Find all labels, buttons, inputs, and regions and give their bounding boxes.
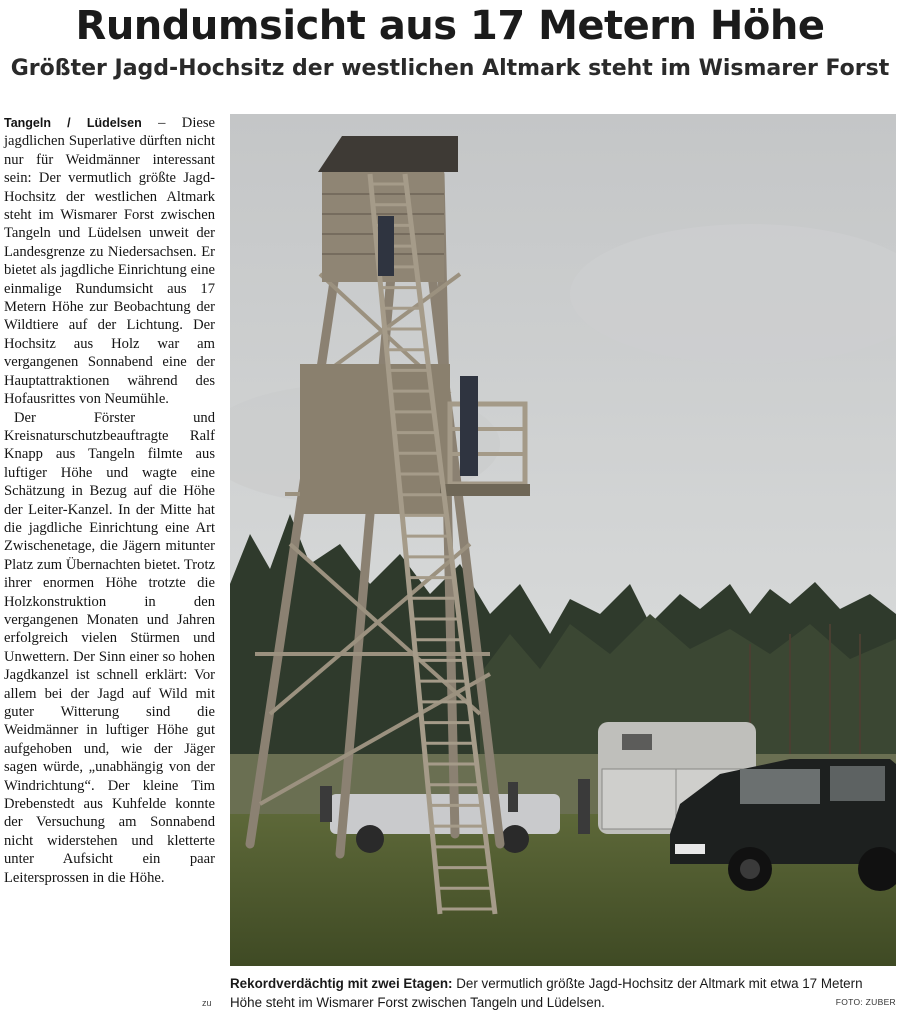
article-photo: [230, 114, 896, 966]
author-initials: zu: [202, 998, 212, 1008]
article-body: [4, 114, 215, 887]
dateline-dash: –: [141, 115, 182, 131]
dateline: Tangeln / Lüdelsen: [4, 116, 142, 130]
hunting-tower-photo: [230, 114, 896, 966]
caption-text: Der vermutlich größte Jagd-Hochsitz der Altmark mit etwa 17 Metern Höhe steht im Wismarer Forst zwischen Tangeln und Lüdelsen.: [230, 976, 863, 1010]
subheadline: Größter Jagd-Hochsitz der westlichen Altmark steht im Wismarer Forst: [10, 56, 890, 81]
headline: Rundumsicht aus 17 Metern Höhe: [75, 3, 825, 49]
article-paragraph: [4, 114, 215, 409]
photo-caption: [230, 974, 896, 1012]
article-paragraph: [4, 409, 215, 888]
paragraph-text: Diese jagdlichen Superlative dürften nicht nur für Weidmänner interessant sein: Der vermutlich größte Jagd-Hochsitz der westlichen Altmark steht im Wismarer Forst zwischen Tangeln und Lüdelsen unweit der Landesgrenze zu Niedersachsen. Er bietet als jagdliche Einrichtung eine einmalige Rundumsicht aus 17 Metern Höhe zur Beobachtung der Wildtiere auf der Lichtung. Der Hochsitz aus Holz war am vergangenen Sonnabend eine der Hauptattraktionen während des Hofausrittes von Neumühle.: [4, 115, 216, 408]
paragraph-text: Der Förster und Kreisnaturschutzbeauftragte Ralf Knapp aus Tangeln filmte aus luftiger Höhe und wagte eine Schätzung in Bezug auf die Höhe der Leiter-Kanzel. In der Mitte hat die jagdliche Einrichtung eine Art Zwischenetage, die Jägern mitunter Platz zum Übernachten bietet. Trotz ihrer enormen Höhe trotzte die Holzkonstruktion in den vergangenen Monaten und Jahren erfolgreich vielen Stürmen und Unwettern. Der Sinn einer so hohen Jagdkanzel ist schnell erklärt: Vor allem bei der Jagd auf Wild mit guter Witterung sind die Weidmänner in luftiger Höhe gut aufgehoben und, wie der Jäger sagen würde, „unabhängig von der Windrichtung“. Der kleine Tim Drebenstedt aus Kuhfelde konnte der Versuchung am Sonnabend nicht widerstehen und kletterte unter Aufsicht ein paar Leitersprossen in die Höhe.: [4, 409, 215, 886]
caption-lead: Rekordverdächtig mit zwei Etagen:: [230, 976, 453, 991]
photo-credit: FOTO: ZUBER: [835, 997, 896, 1007]
